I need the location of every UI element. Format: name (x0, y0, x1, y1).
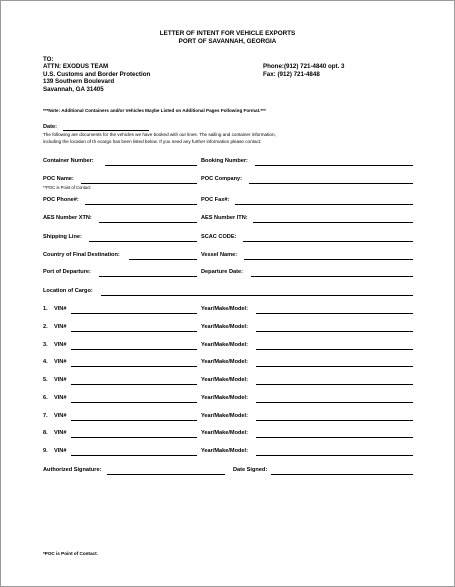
vehicle-number: 9. (43, 448, 48, 454)
vin-label: VIN# (54, 359, 67, 365)
aes-itn-label: AES Number ITN: (201, 215, 248, 221)
year-make-model-field[interactable] (256, 331, 413, 332)
poc-company-label: POC Company: (201, 176, 243, 182)
location-cargo-field[interactable] (101, 295, 413, 296)
vin-field[interactable] (71, 331, 197, 332)
booking-number-label: Booking Number: (201, 158, 248, 164)
poc-fax-field[interactable] (235, 204, 413, 205)
aes-xtn-label: AES Number XTN: (43, 215, 92, 221)
year-make-model-label: Year/Make/Model: (201, 395, 248, 401)
year-make-model-label: Year/Make/Model: (201, 448, 248, 454)
vin-field[interactable] (71, 366, 197, 367)
scac-code-field[interactable] (243, 241, 413, 242)
vehicle-number: 7. (43, 413, 48, 419)
footer-note: *POC is Point of Contact. (43, 551, 98, 556)
poc-name-field[interactable] (81, 183, 197, 184)
country-destination-field[interactable] (129, 259, 197, 260)
vin-field[interactable] (71, 420, 197, 421)
vin-label: VIN# (54, 324, 67, 330)
year-make-model-label: Year/Make/Model: (201, 306, 248, 312)
port-departure-field[interactable] (99, 276, 197, 277)
street-line: 139 Southern Boulevard (43, 78, 115, 85)
vehicle-number: 1. (43, 306, 48, 312)
date-signed-label: Date Signed: (233, 467, 268, 473)
vin-field[interactable] (71, 313, 197, 314)
year-make-model-field[interactable] (256, 349, 413, 350)
year-make-model-field[interactable] (256, 437, 413, 438)
shipping-line-field[interactable] (89, 241, 197, 242)
authorized-signature-field[interactable] (107, 474, 225, 475)
vehicle-number: 3. (43, 342, 48, 348)
vin-field[interactable] (71, 455, 197, 456)
intro-line-2: including the location of th ecargo has been listed below. If you need any further information please contact: (43, 139, 262, 144)
poc-phone-field[interactable] (85, 204, 197, 205)
vin-label: VIN# (54, 377, 67, 383)
aes-xtn-field[interactable] (99, 222, 197, 223)
vin-label: VIN# (54, 430, 67, 436)
poc-fax-label: POC Fax#: (201, 197, 230, 203)
year-make-model-field[interactable] (256, 420, 413, 421)
vehicle-number: 6. (43, 395, 48, 401)
aes-itn-field[interactable] (253, 222, 413, 223)
org-line: U.S. Customs and Border Protection (43, 71, 151, 78)
year-make-model-field[interactable] (256, 402, 413, 403)
port-departure-label: Port of Departure: (43, 269, 91, 275)
document-title: LETTER OF INTENT FOR VEHICLE EXPORTS (159, 30, 296, 37)
fax-line: Fax: (912) 721-4848 (263, 71, 320, 78)
vessel-name-field[interactable] (244, 259, 413, 260)
year-make-model-label: Year/Make/Model: (201, 342, 248, 348)
year-make-model-field[interactable] (256, 384, 413, 385)
year-make-model-field[interactable] (256, 455, 413, 456)
poc-footnote: **POC is Point of Contact (43, 185, 91, 190)
vehicle-number: 5. (43, 377, 48, 383)
vin-label: VIN# (54, 448, 67, 454)
scac-code-label: SCAC CODE: (201, 234, 237, 240)
date-signed-field[interactable] (271, 474, 413, 475)
vessel-name-label: Vessel Name: (201, 252, 238, 258)
vehicle-number: 8. (43, 430, 48, 436)
country-destination-label: Country of Final Destination: (43, 252, 120, 258)
authorized-signature-label: Authorized Signature: (43, 467, 102, 473)
year-make-model-label: Year/Make/Model: (201, 413, 248, 419)
poc-phone-label: POC Phone#: (43, 197, 79, 203)
vin-label: VIN# (54, 342, 67, 348)
location-cargo-label: Location of Cargo: (43, 288, 93, 294)
shipping-line-label: Shipping Line: (43, 234, 82, 240)
attn-line: ATTN: EXODUS TEAM (43, 63, 109, 70)
year-make-model-label: Year/Make/Model: (201, 430, 248, 436)
vin-label: VIN# (54, 395, 67, 401)
document-subtitle: PORT OF SAVANNAH, GEORGIA (178, 38, 277, 45)
booking-number-field[interactable] (255, 165, 413, 166)
year-make-model-label: Year/Make/Model: (201, 377, 248, 383)
year-make-model-field[interactable] (256, 313, 413, 314)
year-make-model-label: Year/Make/Model: (201, 324, 248, 330)
intro-line-1: The following are documents for the vehicles we have booked with our lines. The sailing and container information, (43, 132, 276, 137)
year-make-model-field[interactable] (256, 366, 413, 367)
to-label: TO: (43, 56, 54, 63)
additional-note: ***Note: Additional Containers and/or Vehicles Maybe Listed on Additional Pages Following Format.*** (43, 108, 266, 113)
vin-field[interactable] (71, 349, 197, 350)
departure-date-field[interactable] (251, 276, 413, 277)
vin-field[interactable] (71, 384, 197, 385)
departure-date-label: Departure Date: (201, 269, 243, 275)
vin-field[interactable] (71, 402, 197, 403)
date-label: Date: (43, 124, 57, 130)
year-make-model-label: Year/Make/Model: (201, 359, 248, 365)
container-number-label: Container Number: (43, 158, 94, 164)
vehicle-number: 4. (43, 359, 48, 365)
vin-label: VIN# (54, 413, 67, 419)
city-line: Savannah, GA 31405 (43, 86, 104, 93)
container-number-field[interactable] (105, 165, 197, 166)
poc-name-label: POC Name: (43, 176, 74, 182)
date-field[interactable] (63, 130, 149, 131)
vin-field[interactable] (71, 437, 197, 438)
vehicle-number: 2. (43, 324, 48, 330)
vin-label: VIN# (54, 306, 67, 312)
poc-company-field[interactable] (249, 183, 413, 184)
phone-line: Phone:(912) 721-4840 opt. 3 (263, 63, 345, 70)
